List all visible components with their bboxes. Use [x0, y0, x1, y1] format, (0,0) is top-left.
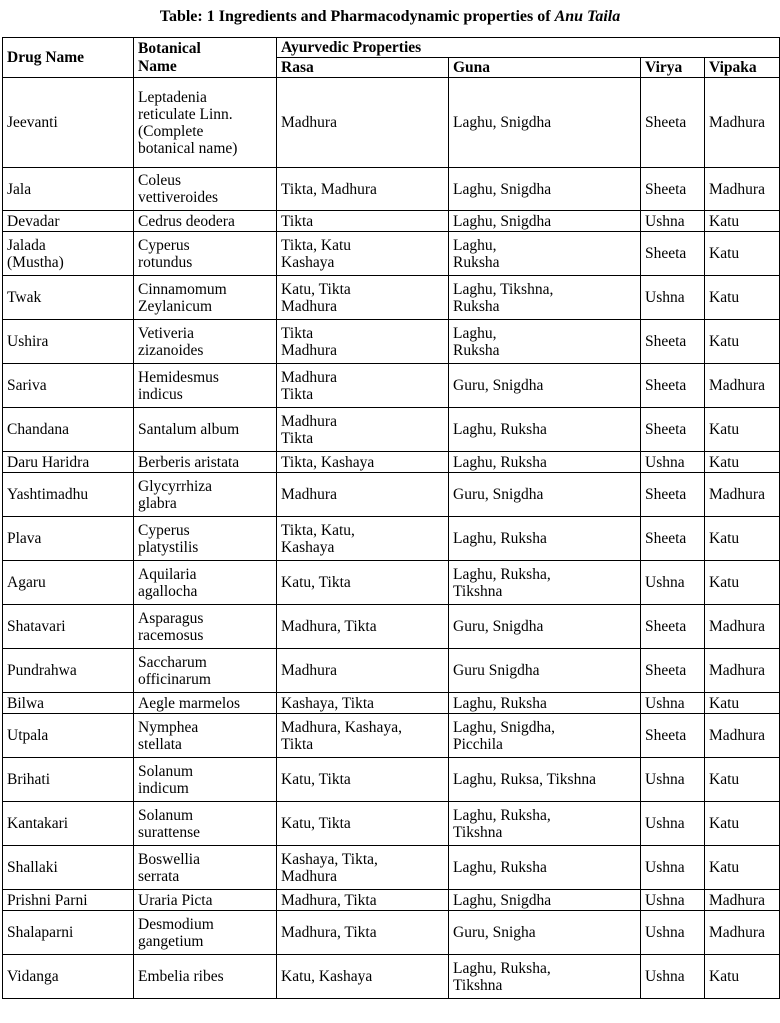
cell-guna: Laghu, Snigdha: [449, 211, 641, 232]
cell-drug: Yashtimadhu: [3, 473, 134, 517]
cell-guna: Laghu, Ruksha, Tikshna: [449, 561, 641, 605]
cell-rasa: Madhura: [277, 649, 449, 693]
cell-rasa: Madhura: [277, 78, 449, 168]
cell-virya: Sheeta: [641, 408, 705, 452]
cell-rasa: Madhura Tikta: [277, 364, 449, 408]
cell-drug: Jeevanti: [3, 78, 134, 168]
cell-botanical: Leptadenia reticulate Linn. (Complete botanical name): [134, 78, 277, 168]
cell-vipaka: Katu: [705, 693, 780, 714]
cell-botanical: Cyperus platystilis: [134, 517, 277, 561]
cell-guna: Laghu, Ruksha: [449, 517, 641, 561]
cell-virya: Sheeta: [641, 649, 705, 693]
cell-drug: Shalaparni: [3, 911, 134, 955]
cell-guna: Guru, Snigdha: [449, 605, 641, 649]
cell-guna: Guru Snigdha: [449, 649, 641, 693]
cell-drug: Pundrahwa: [3, 649, 134, 693]
header-botanical-name: Botanical Name: [134, 38, 277, 78]
cell-virya: Sheeta: [641, 168, 705, 211]
cell-virya: Ushna: [641, 846, 705, 890]
cell-botanical: Uraria Picta: [134, 890, 277, 911]
cell-rasa: Madhura Tikta: [277, 408, 449, 452]
cell-drug: Sariva: [3, 364, 134, 408]
cell-vipaka: Katu: [705, 452, 780, 473]
cell-rasa: Kashaya, Tikta, Madhura: [277, 846, 449, 890]
cell-vipaka: Katu: [705, 408, 780, 452]
cell-botanical: Glycyrrhiza glabra: [134, 473, 277, 517]
cell-vipaka: Katu: [705, 320, 780, 364]
cell-vipaka: Katu: [705, 846, 780, 890]
cell-guna: Laghu, Ruksha: [449, 320, 641, 364]
cell-botanical: Asparagus racemosus: [134, 605, 277, 649]
cell-rasa: Madhura, Tikta: [277, 605, 449, 649]
header-drug-name: Drug Name: [3, 38, 134, 78]
table-body: [3, 78, 780, 999]
cell-drug: Twak: [3, 276, 134, 320]
table-row: [3, 561, 780, 605]
cell-virya: Sheeta: [641, 473, 705, 517]
cell-virya: Ushna: [641, 955, 705, 999]
cell-guna: Laghu, Ruksha: [449, 408, 641, 452]
cell-virya: Sheeta: [641, 78, 705, 168]
cell-drug: Kantakari: [3, 802, 134, 846]
cell-drug: Daru Haridra: [3, 452, 134, 473]
cell-botanical: Desmodium gangetium: [134, 911, 277, 955]
cell-vipaka: Madhura: [705, 473, 780, 517]
cell-vipaka: Madhura: [705, 649, 780, 693]
table-row: [3, 473, 780, 517]
cell-drug: Brihati: [3, 758, 134, 802]
table-row: [3, 364, 780, 408]
cell-virya: Sheeta: [641, 364, 705, 408]
cell-drug: Jala: [3, 168, 134, 211]
cell-guna: Laghu, Snigdha: [449, 168, 641, 211]
table-row: [3, 846, 780, 890]
table-row: [3, 605, 780, 649]
cell-vipaka: Katu: [705, 211, 780, 232]
cell-vipaka: Katu: [705, 232, 780, 276]
cell-rasa: Katu, Tikta Madhura: [277, 276, 449, 320]
cell-vipaka: Katu: [705, 276, 780, 320]
table-row: [3, 649, 780, 693]
caption-italic: Anu Taila: [554, 8, 621, 25]
cell-drug: Devadar: [3, 211, 134, 232]
cell-virya: Sheeta: [641, 517, 705, 561]
cell-botanical: Santalum album: [134, 408, 277, 452]
table-row: [3, 408, 780, 452]
cell-botanical: Cedrus deodera: [134, 211, 277, 232]
cell-botanical: Coleus vettiveroides: [134, 168, 277, 211]
cell-drug: Agaru: [3, 561, 134, 605]
cell-vipaka: Madhura: [705, 364, 780, 408]
cell-drug: Prishni Parni: [3, 890, 134, 911]
table-row: [3, 955, 780, 999]
cell-rasa: Madhura, Kashaya, Tikta: [277, 714, 449, 758]
cell-drug: Utpala: [3, 714, 134, 758]
header-vipaka: Vipaka: [705, 58, 780, 78]
table-caption: [0, 0, 780, 34]
table-row: [3, 802, 780, 846]
cell-guna: Laghu, Snigdha, Picchila: [449, 714, 641, 758]
cell-rasa: Kashaya, Tikta: [277, 693, 449, 714]
cell-guna: Guru, Snigha: [449, 911, 641, 955]
cell-vipaka: Madhura: [705, 890, 780, 911]
cell-botanical: Vetiveria zizanoides: [134, 320, 277, 364]
cell-botanical: Aquilaria agallocha: [134, 561, 277, 605]
cell-vipaka: Katu: [705, 955, 780, 999]
cell-guna: Laghu, Ruksha: [449, 232, 641, 276]
table-row: [3, 911, 780, 955]
cell-rasa: Katu, Tikta: [277, 561, 449, 605]
cell-rasa: Madhura: [277, 473, 449, 517]
cell-vipaka: Madhura: [705, 605, 780, 649]
header-ayurvedic-properties: Ayurvedic Properties: [277, 38, 780, 58]
header-virya: Virya: [641, 58, 705, 78]
cell-vipaka: Katu: [705, 561, 780, 605]
caption-text: Table: 1 Ingredients and Pharmacodynamic properties of: [159, 8, 555, 25]
table-row: [3, 714, 780, 758]
cell-virya: Ushna: [641, 911, 705, 955]
cell-virya: Sheeta: [641, 232, 705, 276]
table-row: [3, 693, 780, 714]
cell-guna: Laghu, Ruksha: [449, 452, 641, 473]
header-guna: Guna: [449, 58, 641, 78]
cell-rasa: Tikta Madhura: [277, 320, 449, 364]
table-row: [3, 517, 780, 561]
table-row: [3, 320, 780, 364]
cell-vipaka: Madhura: [705, 911, 780, 955]
table-row: [3, 890, 780, 911]
cell-drug: Jalada (Mustha): [3, 232, 134, 276]
cell-virya: Ushna: [641, 561, 705, 605]
cell-virya: Sheeta: [641, 320, 705, 364]
table-row: [3, 78, 780, 168]
cell-virya: Ushna: [641, 802, 705, 846]
cell-virya: Ushna: [641, 890, 705, 911]
cell-virya: Sheeta: [641, 605, 705, 649]
cell-vipaka: Madhura: [705, 168, 780, 211]
cell-vipaka: Katu: [705, 517, 780, 561]
cell-botanical: Cinnamomum Zeylanicum: [134, 276, 277, 320]
cell-guna: Laghu, Snigdha: [449, 78, 641, 168]
cell-drug: Shatavari: [3, 605, 134, 649]
cell-botanical: Solanum indicum: [134, 758, 277, 802]
cell-virya: Ushna: [641, 758, 705, 802]
table-row: [3, 758, 780, 802]
cell-botanical: Hemidesmus indicus: [134, 364, 277, 408]
cell-guna: Laghu, Tikshna, Ruksha: [449, 276, 641, 320]
cell-drug: Ushira: [3, 320, 134, 364]
cell-botanical: Saccharum officinarum: [134, 649, 277, 693]
table-row: [3, 452, 780, 473]
table-row: [3, 168, 780, 211]
cell-rasa: Katu, Kashaya: [277, 955, 449, 999]
cell-botanical: Nymphea stellata: [134, 714, 277, 758]
cell-botanical: Solanum surattense: [134, 802, 277, 846]
table-row: [3, 211, 780, 232]
cell-virya: Ushna: [641, 693, 705, 714]
cell-guna: Laghu, Ruksha: [449, 846, 641, 890]
cell-virya: Ushna: [641, 452, 705, 473]
cell-botanical: Berberis aristata: [134, 452, 277, 473]
cell-botanical: Embelia ribes: [134, 955, 277, 999]
cell-guna: Laghu, Ruksha: [449, 693, 641, 714]
cell-rasa: Tikta: [277, 211, 449, 232]
cell-drug: Plava: [3, 517, 134, 561]
cell-vipaka: Madhura: [705, 78, 780, 168]
table-row: [3, 232, 780, 276]
cell-rasa: Tikta, Madhura: [277, 168, 449, 211]
cell-rasa: Tikta, Katu Kashaya: [277, 232, 449, 276]
cell-rasa: Tikta, Katu, Kashaya: [277, 517, 449, 561]
cell-guna: Laghu, Ruksa, Tikshna: [449, 758, 641, 802]
cell-guna: Laghu, Snigdha: [449, 890, 641, 911]
cell-drug: Bilwa: [3, 693, 134, 714]
header-rasa: Rasa: [277, 58, 449, 78]
cell-botanical: Aegle marmelos: [134, 693, 277, 714]
cell-botanical: Boswellia serrata: [134, 846, 277, 890]
cell-vipaka: Madhura: [705, 714, 780, 758]
cell-virya: Ushna: [641, 276, 705, 320]
cell-virya: Sheeta: [641, 714, 705, 758]
cell-rasa: Katu, Tikta: [277, 758, 449, 802]
cell-drug: Chandana: [3, 408, 134, 452]
cell-vipaka: Katu: [705, 758, 780, 802]
cell-botanical: Cyperus rotundus: [134, 232, 277, 276]
cell-guna: Laghu, Ruksha, Tikshna: [449, 955, 641, 999]
cell-drug: Shallaki: [3, 846, 134, 890]
cell-drug: Vidanga: [3, 955, 134, 999]
cell-vipaka: Katu: [705, 802, 780, 846]
cell-rasa: Madhura, Tikta: [277, 890, 449, 911]
cell-rasa: Tikta, Kashaya: [277, 452, 449, 473]
cell-guna: Guru, Snigdha: [449, 473, 641, 517]
cell-guna: Guru, Snigdha: [449, 364, 641, 408]
table-row: [3, 276, 780, 320]
cell-guna: Laghu, Ruksha, Tikshna: [449, 802, 641, 846]
cell-rasa: Katu, Tikta: [277, 802, 449, 846]
ingredients-table: [2, 37, 780, 999]
cell-virya: Ushna: [641, 211, 705, 232]
cell-rasa: Madhura, Tikta: [277, 911, 449, 955]
